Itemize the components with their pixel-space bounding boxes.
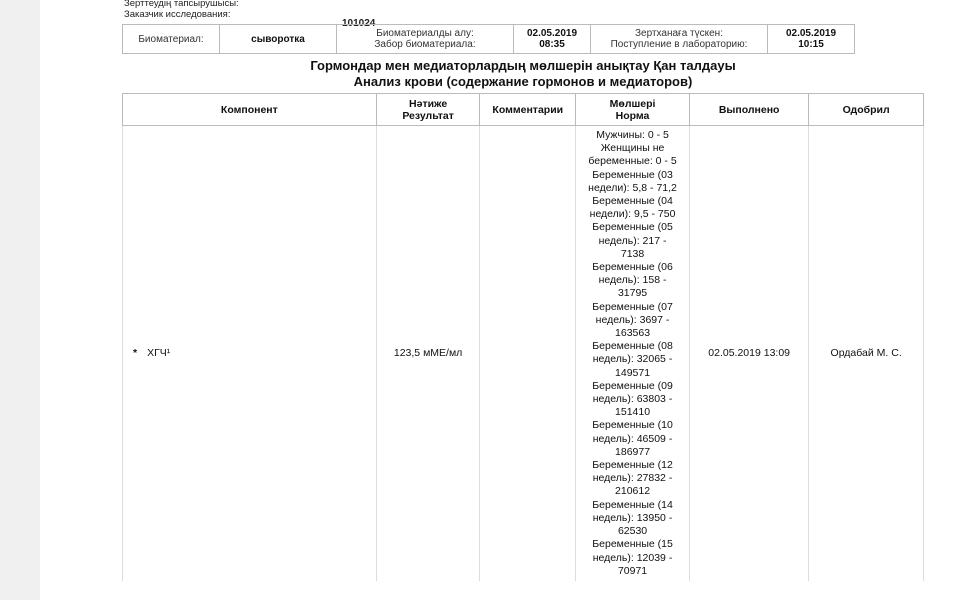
- norm-line: недель): 46509 -: [592, 432, 673, 445]
- col-component: Компонент: [123, 94, 377, 126]
- report-title-kz: Гормондар мен медиаторлардың мөлшерін анықтау Қан талдауы: [310, 58, 736, 73]
- norm-line: 70971: [617, 564, 648, 577]
- norm-line: недели): 5,8 - 71,2: [588, 181, 677, 194]
- row-result: 123,5 мМЕ/мл: [376, 126, 480, 581]
- row-component: ХГЧ¹: [147, 347, 171, 360]
- results-table: [122, 93, 924, 581]
- norm-line: Беременные (03: [592, 168, 673, 181]
- norm-line: Женщины не: [600, 142, 665, 155]
- norm-line: 151410: [615, 406, 651, 419]
- collection-label-kz: Биоматериалды алу:: [376, 28, 474, 39]
- report-title: [122, 58, 924, 90]
- lab-label-kz: Зертханаға түскен:: [635, 28, 723, 39]
- biomaterial-label: Биоматериал:: [123, 25, 220, 54]
- lab-datetime: [768, 25, 855, 54]
- biomaterial-value: сыворотка: [220, 25, 337, 54]
- report-page: [40, 0, 965, 600]
- norm-line: Беременные (09: [592, 379, 673, 392]
- norm-line: Мужчины: 0 - 5: [596, 129, 669, 141]
- collection-datetime: [514, 25, 591, 54]
- row-approved: Ордабай М. С.: [809, 126, 924, 581]
- norm-line: Беременные (05: [592, 221, 673, 234]
- norm-line: недели): 9,5 - 750: [589, 208, 676, 221]
- norm-line: Беременные (06: [592, 261, 673, 274]
- norm-line: 210612: [615, 485, 651, 498]
- row-comment: [480, 126, 576, 581]
- table-row: [123, 126, 924, 581]
- lab-time: 10:15: [798, 39, 824, 50]
- row-done: 02.05.2019 13:09: [690, 126, 809, 581]
- row-marker: *: [133, 347, 138, 360]
- norm-line: недель): 3697 -: [595, 313, 670, 326]
- col-norm: [576, 94, 690, 126]
- norm-line: Беременные (04: [592, 195, 673, 208]
- col-result-ru: Результат: [402, 109, 454, 122]
- norm-line: Беременные (10: [592, 419, 673, 432]
- collection-time: 08:35: [539, 39, 565, 50]
- row-component-cell: [123, 126, 377, 581]
- col-norm-ru: Норма: [615, 109, 650, 122]
- norm-line: Беременные (14: [592, 498, 673, 511]
- norm-line: 62530: [617, 525, 648, 538]
- report-title-ru: Анализ крови (содержание гормонов и медиаторов): [353, 74, 693, 89]
- norm-line: 163563: [615, 327, 651, 340]
- norm-line: 186977: [615, 445, 651, 458]
- norm-line: 149571: [615, 366, 651, 379]
- norm-line: недель): 13950 -: [592, 511, 673, 524]
- col-comments: Комментарии: [480, 94, 576, 126]
- norm-line: 7138: [620, 247, 645, 260]
- norm-line: Беременные (12: [592, 459, 673, 472]
- lab-date: 02.05.2019: [785, 28, 837, 39]
- norm-line: беременные: 0 - 5: [588, 155, 677, 168]
- row-norm: [576, 126, 690, 581]
- norm-line: недель): 27832 -: [592, 472, 673, 485]
- norm-line: недель): 12039 -: [592, 551, 673, 564]
- requester-label-ru: Заказчик исследования:: [124, 9, 231, 20]
- results-header-row: [123, 94, 924, 126]
- collection-label-ru: Забор биоматериала:: [374, 39, 476, 50]
- norm-line: Беременные (07: [592, 300, 673, 313]
- collection-label: [337, 25, 514, 54]
- norm-line: Беременные (08: [592, 340, 673, 353]
- col-result-kz: Нәтиже: [409, 97, 448, 110]
- norm-line: Беременные (15: [592, 538, 673, 551]
- collection-date: 02.05.2019: [526, 28, 578, 39]
- requester-code: 101024: [342, 18, 376, 29]
- norm-line: 31795: [617, 287, 648, 300]
- norm-line: недель): 32065 -: [592, 353, 673, 366]
- col-norm-kz: Мөлшері: [609, 97, 656, 110]
- requester-block: [124, 0, 376, 29]
- col-result: [376, 94, 480, 126]
- col-done: Выполнено: [690, 94, 809, 126]
- biomaterial-table: [122, 24, 855, 54]
- requester-label-kz: Зерттеудің тапсырушысы:: [124, 0, 239, 9]
- norm-line: недель): 63803 -: [592, 393, 673, 406]
- lab-label: [591, 25, 768, 54]
- col-approved: Одобрил: [809, 94, 924, 126]
- norm-line: недель): 158 -: [598, 274, 667, 287]
- lab-label-ru: Поступление в лабораторию:: [610, 39, 748, 50]
- norm-line: недель): 217 -: [598, 234, 667, 247]
